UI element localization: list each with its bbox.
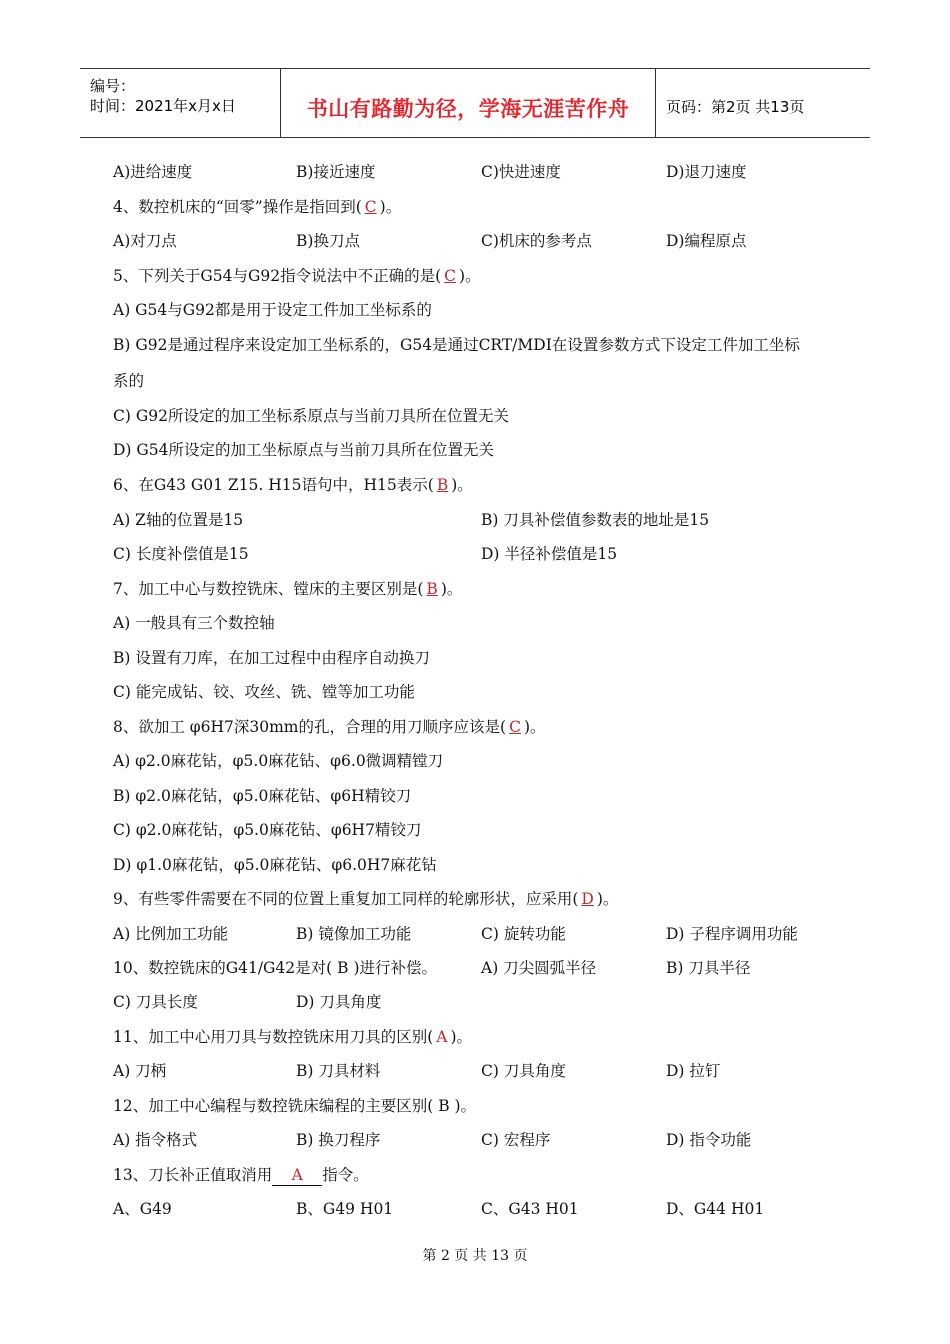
header-motto-cell [280, 69, 656, 137]
option: A) 刀柄 [113, 1062, 167, 1080]
answer: D [581, 890, 594, 908]
question-text: 8、欲加工 φ6H7深30mm的孔，合理的用刀顺序应该是( [113, 718, 507, 736]
option: B)换刀点 [296, 232, 360, 250]
question-7 [113, 576, 462, 602]
page-header [80, 68, 870, 138]
time-label: 时间：2021年x月x日 [90, 97, 236, 115]
question-5 [113, 263, 481, 289]
question-text-end: )。 [450, 1028, 473, 1046]
option: C) 刀具长度 [113, 993, 198, 1011]
question-12: 12、加工中心编程与数控铣床编程的主要区别( B )。 [113, 1097, 477, 1115]
q5-option-b: B) G92是通过程序来设定加工坐标系的，G54是通过CRT/MDI在设置参数方式下设定工件加工坐标 [113, 336, 800, 354]
question-text-end: )。 [523, 718, 546, 736]
question-text-end: )。 [596, 890, 619, 908]
option: A) 比例加工功能 [113, 925, 229, 943]
q5-option-d: D) G54所设定的加工坐标原点与当前刀具所在位置无关 [113, 441, 495, 459]
motto: 书山有路勤为径，学海无涯苦作舟 [306, 97, 630, 121]
option: A)对刀点 [113, 232, 177, 250]
option: D) 半径补偿值是15 [481, 545, 618, 563]
page-info: 页码：第2页 共13页 [666, 98, 805, 116]
question-text: 4、数控机床的“回零”操作是指回到( [113, 198, 362, 216]
question-11 [113, 1024, 472, 1050]
option: A) Z轴的位置是15 [113, 511, 244, 529]
q5-option-a: A) G54与G92都是用于设定工件加工坐标系的 [113, 301, 432, 319]
question-text-end: )。 [379, 198, 402, 216]
answer: C [364, 198, 377, 216]
question-text: 13、刀长补正值取消用 [113, 1166, 273, 1184]
answer: C [509, 718, 521, 736]
option: B) 刀具半径 [666, 959, 751, 977]
q7-option-a: A) 一般具有三个数控轴 [113, 614, 275, 632]
option: C) 长度补偿值是15 [113, 545, 249, 563]
question-text: 5、下列关于G54与G92指令说法中不正确的是( [113, 267, 442, 285]
option: D) 子程序调用功能 [666, 925, 798, 943]
header-meta-cell [80, 69, 280, 137]
q7-option-c: C) 能完成钻、铰、攻丝、铣、镗等加工功能 [113, 683, 415, 701]
q8-option-b: B) φ2.0麻花钻，φ5.0麻花钻、φ6H精铰刀 [113, 787, 412, 805]
answer: C [444, 267, 456, 285]
option: A)进给速度 [113, 163, 193, 181]
option: B)接近速度 [296, 163, 376, 181]
question-text: 6、在G43 G01 Z15. H15语句中，H15表示( [113, 476, 434, 494]
page-footer: 第 2 页 共 13 页 [422, 1248, 528, 1264]
question-text-end: )。 [440, 580, 463, 598]
option: B、G49 H01 [296, 1200, 394, 1218]
option: C) 旋转功能 [481, 925, 566, 943]
question-text: 7、加工中心与数控铣床、镗床的主要区别是( [113, 580, 424, 598]
option: D)退刀速度 [666, 163, 747, 181]
q8-option-a: A) φ2.0麻花钻，φ5.0麻花钻、φ6.0微调精镗刀 [113, 752, 444, 770]
option: B) 换刀程序 [296, 1131, 381, 1149]
option: D、G44 H01 [666, 1200, 765, 1218]
option: C) 宏程序 [481, 1131, 551, 1149]
question-text-end: )。 [459, 267, 481, 285]
option: C、G43 H01 [481, 1200, 579, 1218]
option: B) 刀具材料 [296, 1062, 381, 1080]
option: C)快进速度 [481, 163, 561, 181]
question-8 [113, 714, 546, 740]
option: A、G49 [113, 1200, 172, 1218]
question-9 [113, 886, 618, 912]
serial-label: 编号： [90, 77, 136, 95]
option: A) 指令格式 [113, 1131, 198, 1149]
option: C) 刀具角度 [481, 1062, 566, 1080]
q8-option-d: D) φ1.0麻花钻，φ5.0麻花钻、φ6.0H7麻花钻 [113, 856, 437, 874]
q8-option-c: C) φ2.0麻花钻，φ5.0麻花钻、φ6H7精铰刀 [113, 821, 422, 839]
question-13 [113, 1162, 369, 1188]
question-4 [113, 194, 401, 220]
question-text-end: 指令。 [322, 1166, 369, 1184]
option: D) 拉钉 [666, 1062, 721, 1080]
header-page-cell [656, 69, 870, 137]
question-6 [113, 472, 473, 498]
option: A) 刀尖圆弧半径 [481, 959, 597, 977]
answer-blank [272, 1165, 322, 1186]
answer: A [436, 1028, 448, 1046]
question-text: 9、有些零件需要在不同的位置上重复加工同样的轮廓形状，应采用( [113, 890, 579, 908]
option: D)编程原点 [666, 232, 747, 250]
option: B) 镜像加工功能 [296, 925, 412, 943]
option: D) 刀具角度 [296, 993, 382, 1011]
question-text-end: )。 [451, 476, 473, 494]
q7-option-b: B) 设置有刀库，在加工过程中由程序自动换刀 [113, 649, 430, 667]
option: B) 刀具补偿值参数表的地址是15 [481, 511, 710, 529]
answer: B [436, 476, 449, 494]
q5-option-b-cont: 系的 [113, 372, 145, 390]
answer: B [426, 580, 438, 598]
option: C)机床的参考点 [481, 232, 592, 250]
option: D) 指令功能 [666, 1131, 752, 1149]
question-text: 10、数控铣床的G41/G42是对( B )进行补偿。 [113, 959, 437, 977]
question-text: 11、加工中心用刀具与数控铣床用刀具的区别( [113, 1028, 434, 1046]
answer: A [291, 1166, 303, 1184]
q5-option-c: C) G92所设定的加工坐标系原点与当前刀具所在位置无关 [113, 407, 509, 425]
